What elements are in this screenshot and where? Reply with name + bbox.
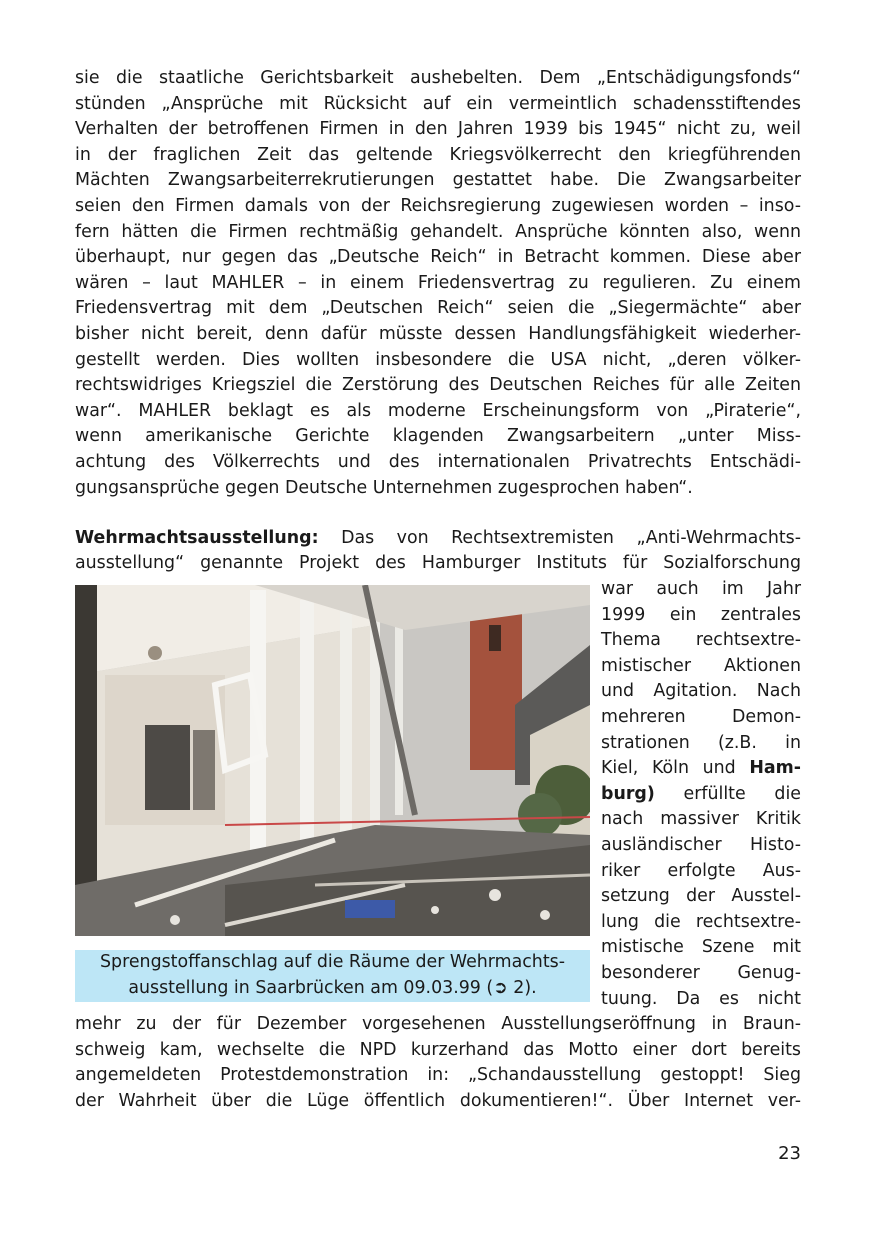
photo-bomb-damage — [75, 585, 590, 936]
column-line: mistischer Aktionen — [601, 656, 801, 676]
column-line: besonderer Genug- — [601, 963, 801, 983]
page-number: 23 — [778, 1143, 801, 1164]
text-line: bisher nicht bereit, denn dafür müsste dessen Handlungsfähigkeit wiederher- — [75, 324, 801, 344]
text-line: ausstellung“ genannte Projekt des Hamburger Instituts für Sozialforschung — [75, 553, 801, 573]
section-heading: Wehrmachtsausstellung: — [75, 528, 319, 548]
section-first-line-text: Das von Rechtsextremisten „Anti-Wehrmachts- — [341, 528, 801, 548]
bold-city: Ham- — [749, 758, 802, 778]
column-line: strationen (z.B. in — [601, 733, 801, 753]
text-line: seien den Firmen damals von der Reichsregierung zugewiesen worden – inso- — [75, 196, 801, 216]
text-line: überhaupt, nur gegen das „Deutsche Reich“ in Betracht kommen. Diese aber — [75, 247, 801, 267]
text-line: angemeldeten Protestdemonstration in: „Schandausstellung gestoppt! Sieg — [75, 1065, 801, 1085]
bold-city: burg) — [601, 784, 655, 804]
column-line: Thema rechtsextre- — [601, 630, 801, 650]
column-line: setzung der Ausstel- — [601, 886, 801, 906]
text-line: achtung des Völkerrechts und des internationalen Privatrechts Entschädi- — [75, 452, 801, 472]
column-line-text: erfüllte die — [654, 784, 801, 804]
text-line: fern hätten die Firmen rechtmäßig gehandelt. Ansprüche könnten also, wenn — [75, 222, 801, 242]
section-first-line — [75, 526, 801, 552]
text-line: Verhalten der betroffenen Firmen in den Jahren 1939 bis 1945“ nicht zu, weil — [75, 119, 801, 139]
column-line: mehreren Demon- — [601, 707, 801, 727]
text-line: schweig kam, wechselte die NPD kurzerhand das Motto einer dort bereits — [75, 1040, 801, 1060]
column-line: 1999 ein zentrales — [601, 605, 801, 625]
caption-line: ausstellung in Saarbrücken am 09.03.99 (➲ 2). — [128, 977, 537, 998]
column-line: riker erfolgte Aus- — [601, 861, 801, 881]
text-line: Friedensvertrag mit dem „Deutschen Reich“ seien die „Siegermächte“ aber — [75, 298, 801, 318]
column-line — [601, 782, 801, 808]
text-line: mehr zu der für Dezember vorgesehenen Ausstellungseröffnung in Braun- — [75, 1014, 801, 1034]
column-line — [601, 756, 801, 782]
text-line: Mächten Zwangsarbeiterrekrutierungen gestattet habe. Die Zwangsarbeiter — [75, 170, 801, 190]
text-line: wären – laut MAHLER – in einem Friedensvertrag zu regulieren. Zu einem — [75, 273, 801, 293]
column-line: lung die rechtsextre- — [601, 912, 801, 932]
caption-line: Sprengstoffanschlag auf die Räume der Wehrmachts- — [100, 952, 565, 972]
text-line: sie die staatliche Gerichtsbarkeit aushebelten. Dem „Entschädigungsfonds“ — [75, 68, 801, 88]
column-line-text: Kiel, Köln und — [601, 758, 736, 778]
column-line: mistische Szene mit — [601, 937, 801, 957]
text-line: rechtswidriges Kriegsziel die Zerstörung des Deutschen Reiches für alle Zeiten — [75, 375, 801, 395]
text-line: gestellt werden. Dies wollten insbesondere die USA nicht, „deren völker- — [75, 350, 801, 370]
text-line: stünden „Ansprüche mit Rücksicht auf ein vermeintlich schadensstiftendes — [75, 94, 801, 114]
column-line: tuung. Da es nicht — [601, 989, 801, 1009]
column-line: nach massiver Kritik — [601, 809, 801, 829]
text-line: der Wahrheit über die Lüge öffentlich dokumentieren!“. Über Internet ver- — [75, 1091, 801, 1111]
column-line: ausländischer Histo- — [601, 835, 801, 855]
photo-caption — [75, 950, 590, 1002]
text-line: in der fraglichen Zeit das geltende Kriegsvölkerrecht den kriegführenden — [75, 145, 801, 165]
column-line: war auch im Jahr — [601, 579, 801, 599]
column-line: und Agitation. Nach — [601, 681, 801, 701]
text-line: wenn amerikanische Gerichte klagenden Zwangsarbeitern „unter Miss- — [75, 426, 801, 446]
text-line: gungsansprüche gegen Deutsche Unternehmen zugesprochen haben“. — [75, 478, 693, 498]
text-line: war“. MAHLER beklagt es als moderne Erscheinungsform von „Piraterie“, — [75, 401, 801, 421]
